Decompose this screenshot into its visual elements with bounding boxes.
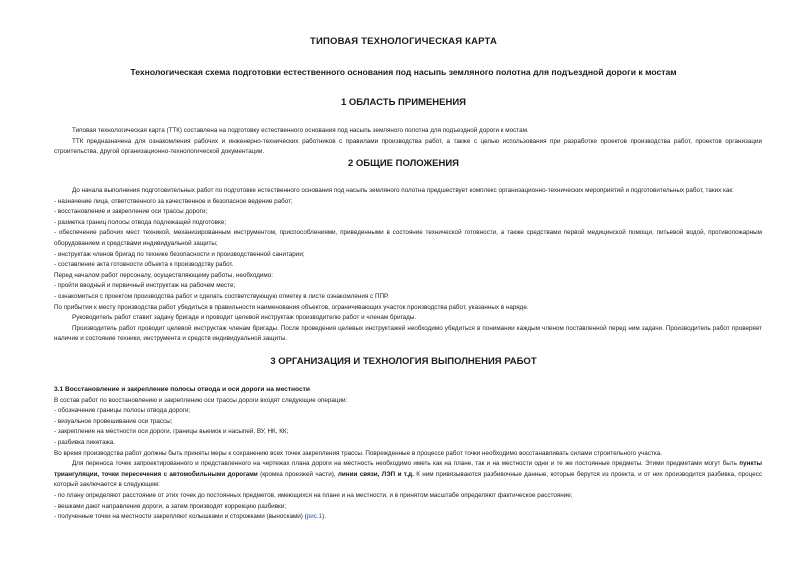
subsection-heading: 3.1 Восстановление и закрепление полосы отвода и оси дороги на местности (54, 386, 310, 393)
list-item: - закрепление на местности оси дороги, границы выемок и насыпей, ВУ, НК, КК; (54, 428, 289, 436)
paragraph: По прибытии к месту производства работ убедиться в правильности наименования объектов, ограничивающих участок производства работ, указанных в наряде. (54, 303, 529, 311)
section-2-body (54, 186, 762, 345)
paragraph: Типовая технологическая карта (ТТК) составлена на подготовку естественного основания под насыпь земляного полотна для подъездной дороги к мостам. (72, 127, 529, 134)
paragraph: Во время производства работ должны быть приняты меры к сохранению всех точек закрепления трассы. Поврежденные в процессе работ точки необходимо восстанавливать силами строительного участка. (54, 449, 662, 457)
list-item: - разметка границ полосы отвода подлежащей подготовке; (54, 218, 227, 226)
text-span: ). (322, 513, 327, 521)
paragraph: Перед началом работ персоналу, осуществляющему работы, необходимо: (54, 271, 274, 279)
section-3-heading: 3 ОРГАНИЗАЦИЯ И ТЕХНОЛОГИЯ ВЫПОЛНЕНИЯ РАБОТ (270, 356, 537, 367)
paragraph: В состав работ по восстановлению и закреплению оси трассы дороги входят следующие операции: (54, 396, 348, 404)
list-item: - разбивка пикетажа. (54, 438, 116, 446)
paragraph: До начала выполнения подготовительных работ по подготовке естественного основания под насыпь земляного полотна предшествует комплекс организационно-технических мероприятий и подготовительных работ, таких как: (72, 187, 734, 194)
paragraph: Руководитель работ ставит задачу бригаде и проводит целевой инструктаж производителю работ и членам бригады. (72, 314, 417, 322)
paragraph: ТТК предназначена для ознакомления рабочих и инженерно-технических работников с правилами производства работ, а также с целью использования при разработке проектов производства работ, проектов организации строительства, другой организационно-технологической документации. (54, 137, 762, 156)
paragraph: Производитель работ проводит целевой инструктаж членам бригады. После проведения целевых инструктажей необходимо убедиться в понимании каждым членом поставленной перед ним задачи. Производитель работ проверяет наличие и состояние техники, инструмента и средств индивидуальной защиты. (54, 324, 762, 343)
section-3-body (54, 385, 762, 523)
bold-term: пункты триангуляции, точки пересечения с автомобильными дорогами (54, 460, 762, 478)
list-item: - вешками дают направление дороги, а затем производят коррекцию разбивки; (54, 502, 287, 510)
list-item: - восстановление и закрепление оси трассы дороги; (54, 208, 208, 216)
section-1-body (54, 126, 762, 158)
figure-link[interactable]: рис.1 (306, 513, 323, 521)
list-item: - назначение лица, ответственного за качественное и безопасное ведение работ; (54, 197, 293, 205)
section-1-heading: 1 ОБЛАСТЬ ПРИМЕНЕНИЯ (340, 97, 467, 108)
list-item: - инструктаж членов бригад по технике безопасности и производственной санитарии; (54, 250, 305, 258)
list-item (54, 512, 762, 523)
list-item: - пройти вводный и первичный инструктаж на рабочем месте; (54, 282, 236, 290)
list-item: - составление акта готовности объекта к производству работ. (54, 261, 234, 269)
text-span: (кромка проезжей части), (257, 470, 338, 478)
document-subtitle: Технологическая схема подготовки естественного основания под насыпь земляного полотна для подъездной дороги к мостам (130, 67, 677, 77)
section-2-heading: 2 ОБЩИЕ ПОЛОЖЕНИЯ (348, 158, 459, 169)
paragraph (54, 459, 762, 491)
list-item: - обозначение границы полосы отвода дороги; (54, 407, 191, 415)
list-item: - по плану определяют расстояние от этих точек до постоянных предметов, имеющихся на плане и на местности, и в принятом масштабе определяют фактическое расстояние; (54, 491, 573, 499)
text-span: К ним привязываются разбивочные данные, которые берутся из проекта, и от них производится разбивка, процесс который заключается в следующем: (54, 470, 762, 489)
list-item: - визуальное провешивание оси трассы; (54, 417, 173, 425)
bold-term: линии связи, ЛЭП и т.д. (337, 470, 414, 478)
list-item: - обеспечение рабочих мест техникой, механизированным инструментом, приспособлениями, приведенными в состояние технической готовности, а также средствами первой медицинской помощи, питьевой водой, противопожарным оборудованием и средствами индивидуальной защиты; (54, 229, 762, 247)
list-item: - ознакомиться с проектом производства работ и сделать соответствующую отметку в листе ознакомления с ППР. (54, 292, 389, 300)
text-span: - полученные точки на местности закрепляют колышками и сторожками (выносками) ( (54, 513, 307, 521)
text-span: Для переноса точек запроектированного и представленного на чертежах плана дороги на местность необходимо иметь как на плане, так и на местности одни и те же постоянные предметы. Этими предметами могут быть (72, 460, 740, 468)
document-title: ТИПОВАЯ ТЕХНОЛОГИЧЕСКАЯ КАРТА (309, 36, 498, 47)
